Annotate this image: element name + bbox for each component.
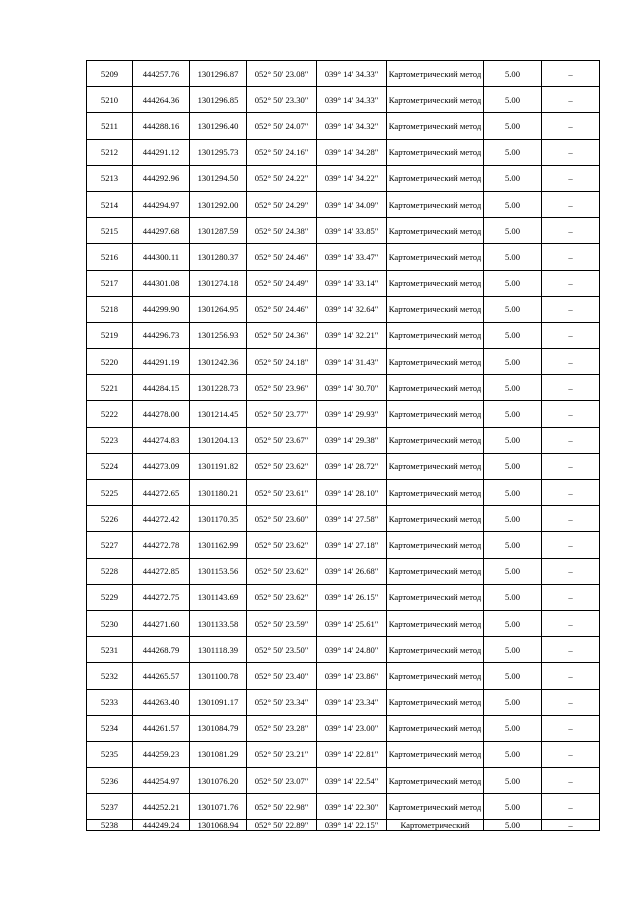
table-row — [87, 480, 600, 506]
latitude-cell: 052° 50' 23.30" — [247, 87, 317, 113]
latitude-cell: 052° 50' 22.89" — [247, 820, 317, 831]
longitude-cell: 039° 14' 33.47" — [317, 244, 387, 270]
method-cell: Картометрический метод — [387, 61, 484, 87]
point-number-cell: 5226 — [87, 506, 133, 532]
accuracy-cell: 5.00 — [484, 218, 542, 244]
x-coordinate-cell: 444284.15 — [133, 375, 190, 401]
note-cell: – — [542, 820, 600, 831]
method-cell: Картометрический метод — [387, 610, 484, 636]
table-row — [87, 349, 600, 375]
table-row — [87, 689, 600, 715]
y-coordinate-cell: 1301280.37 — [190, 244, 247, 270]
note-cell: – — [542, 689, 600, 715]
longitude-cell: 039° 14' 34.33" — [317, 87, 387, 113]
note-cell: – — [542, 532, 600, 558]
method-cell: Картометрический метод — [387, 270, 484, 296]
method-cell: Картометрический метод — [387, 794, 484, 820]
y-coordinate-cell: 1301068.94 — [190, 820, 247, 831]
latitude-cell: 052° 50' 23.28" — [247, 715, 317, 741]
latitude-cell: 052° 50' 23.62" — [247, 584, 317, 610]
latitude-cell: 052° 50' 22.98" — [247, 794, 317, 820]
x-coordinate-cell: 444300.11 — [133, 244, 190, 270]
accuracy-cell: 5.00 — [484, 820, 542, 831]
note-cell: – — [542, 322, 600, 348]
latitude-cell: 052° 50' 24.46" — [247, 296, 317, 322]
longitude-cell: 039° 14' 30.70" — [317, 375, 387, 401]
accuracy-cell: 5.00 — [484, 401, 542, 427]
note-cell: – — [542, 191, 600, 217]
table-row — [87, 270, 600, 296]
latitude-cell: 052° 50' 24.38" — [247, 218, 317, 244]
method-cell: Картометрический метод — [387, 165, 484, 191]
x-coordinate-cell: 444272.78 — [133, 532, 190, 558]
x-coordinate-cell: 444272.85 — [133, 558, 190, 584]
method-cell: Картометрический метод — [387, 349, 484, 375]
note-cell: – — [542, 113, 600, 139]
accuracy-cell: 5.00 — [484, 480, 542, 506]
x-coordinate-cell: 444271.60 — [133, 610, 190, 636]
point-number-cell: 5229 — [87, 584, 133, 610]
latitude-cell: 052° 50' 23.08" — [247, 61, 317, 87]
y-coordinate-cell: 1301191.82 — [190, 453, 247, 479]
note-cell: – — [542, 165, 600, 191]
table-row — [87, 532, 600, 558]
method-cell: Картометрический метод — [387, 296, 484, 322]
method-cell: Картометрический метод — [387, 558, 484, 584]
table-row — [87, 191, 600, 217]
y-coordinate-cell: 1301214.45 — [190, 401, 247, 427]
y-coordinate-cell: 1301100.78 — [190, 663, 247, 689]
longitude-cell: 039° 14' 23.00" — [317, 715, 387, 741]
point-number-cell: 5215 — [87, 218, 133, 244]
note-cell: – — [542, 270, 600, 296]
point-number-cell: 5220 — [87, 349, 133, 375]
accuracy-cell: 5.00 — [484, 663, 542, 689]
method-cell: Картометрический метод — [387, 322, 484, 348]
coordinates-table-body — [87, 61, 600, 831]
y-coordinate-cell: 1301084.79 — [190, 715, 247, 741]
note-cell: – — [542, 218, 600, 244]
point-number-cell: 5211 — [87, 113, 133, 139]
longitude-cell: 039° 14' 23.34" — [317, 689, 387, 715]
x-coordinate-cell: 444288.16 — [133, 113, 190, 139]
note-cell: – — [542, 375, 600, 401]
x-coordinate-cell: 444265.57 — [133, 663, 190, 689]
table-row — [87, 296, 600, 322]
point-number-cell: 5209 — [87, 61, 133, 87]
x-coordinate-cell: 444301.08 — [133, 270, 190, 296]
y-coordinate-cell: 1301133.58 — [190, 610, 247, 636]
longitude-cell: 039° 14' 32.21" — [317, 322, 387, 348]
method-cell: Картометрический метод — [387, 532, 484, 558]
x-coordinate-cell: 444272.42 — [133, 506, 190, 532]
table-row — [87, 401, 600, 427]
longitude-cell: 039° 14' 23.86" — [317, 663, 387, 689]
latitude-cell: 052° 50' 24.46" — [247, 244, 317, 270]
accuracy-cell: 5.00 — [484, 113, 542, 139]
latitude-cell: 052° 50' 24.16" — [247, 139, 317, 165]
y-coordinate-cell: 1301162.99 — [190, 532, 247, 558]
method-cell: Картометрический метод — [387, 191, 484, 217]
table-row — [87, 453, 600, 479]
point-number-cell: 5238 — [87, 820, 133, 831]
longitude-cell: 039° 14' 34.09" — [317, 191, 387, 217]
latitude-cell: 052° 50' 24.36" — [247, 322, 317, 348]
note-cell: – — [542, 768, 600, 794]
point-number-cell: 5216 — [87, 244, 133, 270]
latitude-cell: 052° 50' 23.61" — [247, 480, 317, 506]
x-coordinate-cell: 444259.23 — [133, 741, 190, 767]
note-cell: – — [542, 61, 600, 87]
y-coordinate-cell: 1301143.69 — [190, 584, 247, 610]
x-coordinate-cell: 444274.83 — [133, 427, 190, 453]
y-coordinate-cell: 1301204.13 — [190, 427, 247, 453]
accuracy-cell: 5.00 — [484, 532, 542, 558]
longitude-cell: 039° 14' 31.43" — [317, 349, 387, 375]
method-cell: Картометрический метод — [387, 401, 484, 427]
latitude-cell: 052° 50' 23.21" — [247, 741, 317, 767]
x-coordinate-cell: 444263.40 — [133, 689, 190, 715]
longitude-cell: 039° 14' 28.10" — [317, 480, 387, 506]
y-coordinate-cell: 1301296.85 — [190, 87, 247, 113]
y-coordinate-cell: 1301294.50 — [190, 165, 247, 191]
method-cell: Картометрический метод — [387, 139, 484, 165]
x-coordinate-cell: 444272.65 — [133, 480, 190, 506]
longitude-cell: 039° 14' 22.15" — [317, 820, 387, 831]
method-cell: Картометрический метод — [387, 637, 484, 663]
note-cell: – — [542, 139, 600, 165]
point-number-cell: 5231 — [87, 637, 133, 663]
method-cell: Картометрический метод — [387, 480, 484, 506]
table-row — [87, 322, 600, 348]
point-number-cell: 5223 — [87, 427, 133, 453]
longitude-cell: 039° 14' 22.81" — [317, 741, 387, 767]
y-coordinate-cell: 1301081.29 — [190, 741, 247, 767]
method-cell: Картометрический метод — [387, 453, 484, 479]
latitude-cell: 052° 50' 23.40" — [247, 663, 317, 689]
x-coordinate-cell: 444272.75 — [133, 584, 190, 610]
table-row — [87, 375, 600, 401]
y-coordinate-cell: 1301287.59 — [190, 218, 247, 244]
longitude-cell: 039° 14' 25.61" — [317, 610, 387, 636]
longitude-cell: 039° 14' 34.32" — [317, 113, 387, 139]
latitude-cell: 052° 50' 23.62" — [247, 532, 317, 558]
note-cell: – — [542, 715, 600, 741]
table-row — [87, 427, 600, 453]
note-cell: – — [542, 506, 600, 532]
accuracy-cell: 5.00 — [484, 375, 542, 401]
table-row — [87, 741, 600, 767]
latitude-cell: 052° 50' 23.60" — [247, 506, 317, 532]
note-cell: – — [542, 794, 600, 820]
latitude-cell: 052° 50' 23.77" — [247, 401, 317, 427]
accuracy-cell: 5.00 — [484, 689, 542, 715]
method-cell: Картометрический метод — [387, 584, 484, 610]
latitude-cell: 052° 50' 23.62" — [247, 453, 317, 479]
y-coordinate-cell: 1301170.35 — [190, 506, 247, 532]
y-coordinate-cell: 1301076.20 — [190, 768, 247, 794]
latitude-cell: 052° 50' 23.59" — [247, 610, 317, 636]
accuracy-cell: 5.00 — [484, 558, 542, 584]
longitude-cell: 039° 14' 29.38" — [317, 427, 387, 453]
y-coordinate-cell: 1301256.93 — [190, 322, 247, 348]
table-row — [87, 244, 600, 270]
note-cell: – — [542, 349, 600, 375]
table-row — [87, 506, 600, 532]
note-cell: – — [542, 610, 600, 636]
accuracy-cell: 5.00 — [484, 637, 542, 663]
longitude-cell: 039° 14' 34.33" — [317, 61, 387, 87]
point-number-cell: 5222 — [87, 401, 133, 427]
note-cell: – — [542, 453, 600, 479]
accuracy-cell: 5.00 — [484, 61, 542, 87]
latitude-cell: 052° 50' 24.49" — [247, 270, 317, 296]
table-row — [87, 558, 600, 584]
point-number-cell: 5232 — [87, 663, 133, 689]
coordinates-table — [86, 60, 600, 831]
y-coordinate-cell: 1301292.00 — [190, 191, 247, 217]
x-coordinate-cell: 444261.57 — [133, 715, 190, 741]
point-number-cell: 5219 — [87, 322, 133, 348]
accuracy-cell: 5.00 — [484, 270, 542, 296]
longitude-cell: 039° 14' 22.30" — [317, 794, 387, 820]
accuracy-cell: 5.00 — [484, 610, 542, 636]
accuracy-cell: 5.00 — [484, 715, 542, 741]
table-row — [87, 610, 600, 636]
note-cell: – — [542, 741, 600, 767]
method-cell: Картометрический метод — [387, 689, 484, 715]
table-row — [87, 61, 600, 87]
method-cell: Картометрический метод — [387, 768, 484, 794]
y-coordinate-cell: 1301228.73 — [190, 375, 247, 401]
point-number-cell: 5235 — [87, 741, 133, 767]
table-row — [87, 794, 600, 820]
longitude-cell: 039° 14' 27.58" — [317, 506, 387, 532]
point-number-cell: 5218 — [87, 296, 133, 322]
y-coordinate-cell: 1301118.39 — [190, 637, 247, 663]
point-number-cell: 5237 — [87, 794, 133, 820]
table-row — [87, 139, 600, 165]
latitude-cell: 052° 50' 24.18" — [247, 349, 317, 375]
x-coordinate-cell: 444264.36 — [133, 87, 190, 113]
note-cell: – — [542, 244, 600, 270]
point-number-cell: 5212 — [87, 139, 133, 165]
method-cell: Картометрический метод — [387, 87, 484, 113]
y-coordinate-cell: 1301296.40 — [190, 113, 247, 139]
method-cell: Картометрический метод — [387, 741, 484, 767]
method-cell: Картометрический — [387, 820, 484, 831]
point-number-cell: 5228 — [87, 558, 133, 584]
accuracy-cell: 5.00 — [484, 139, 542, 165]
method-cell: Картометрический метод — [387, 218, 484, 244]
x-coordinate-cell: 444278.00 — [133, 401, 190, 427]
note-cell: – — [542, 401, 600, 427]
latitude-cell: 052° 50' 23.96" — [247, 375, 317, 401]
accuracy-cell: 5.00 — [484, 244, 542, 270]
longitude-cell: 039° 14' 34.22" — [317, 165, 387, 191]
point-number-cell: 5234 — [87, 715, 133, 741]
x-coordinate-cell: 444299.90 — [133, 296, 190, 322]
x-coordinate-cell: 444291.12 — [133, 139, 190, 165]
longitude-cell: 039° 14' 26.68" — [317, 558, 387, 584]
longitude-cell: 039° 14' 34.28" — [317, 139, 387, 165]
longitude-cell: 039° 14' 29.93" — [317, 401, 387, 427]
note-cell: – — [542, 427, 600, 453]
longitude-cell: 039° 14' 32.64" — [317, 296, 387, 322]
latitude-cell: 052° 50' 24.22" — [247, 165, 317, 191]
table-row — [87, 218, 600, 244]
note-cell: – — [542, 480, 600, 506]
table-row — [87, 820, 600, 831]
point-number-cell: 5213 — [87, 165, 133, 191]
accuracy-cell: 5.00 — [484, 768, 542, 794]
latitude-cell: 052° 50' 23.62" — [247, 558, 317, 584]
point-number-cell: 5221 — [87, 375, 133, 401]
point-number-cell: 5230 — [87, 610, 133, 636]
table-row — [87, 165, 600, 191]
note-cell: – — [542, 663, 600, 689]
x-coordinate-cell: 444291.19 — [133, 349, 190, 375]
latitude-cell: 052° 50' 23.50" — [247, 637, 317, 663]
method-cell: Картометрический метод — [387, 427, 484, 453]
point-number-cell: 5210 — [87, 87, 133, 113]
longitude-cell: 039° 14' 28.72" — [317, 453, 387, 479]
accuracy-cell: 5.00 — [484, 191, 542, 217]
point-number-cell: 5224 — [87, 453, 133, 479]
accuracy-cell: 5.00 — [484, 427, 542, 453]
accuracy-cell: 5.00 — [484, 741, 542, 767]
x-coordinate-cell: 444257.76 — [133, 61, 190, 87]
x-coordinate-cell: 444273.09 — [133, 453, 190, 479]
longitude-cell: 039° 14' 26.15" — [317, 584, 387, 610]
table-row — [87, 87, 600, 113]
note-cell: – — [542, 584, 600, 610]
latitude-cell: 052° 50' 24.07" — [247, 113, 317, 139]
point-number-cell: 5236 — [87, 768, 133, 794]
point-number-cell: 5233 — [87, 689, 133, 715]
y-coordinate-cell: 1301296.87 — [190, 61, 247, 87]
note-cell: – — [542, 558, 600, 584]
method-cell: Картометрический метод — [387, 663, 484, 689]
point-number-cell: 5225 — [87, 480, 133, 506]
latitude-cell: 052° 50' 23.67" — [247, 427, 317, 453]
y-coordinate-cell: 1301091.17 — [190, 689, 247, 715]
table-row — [87, 584, 600, 610]
y-coordinate-cell: 1301274.18 — [190, 270, 247, 296]
note-cell: – — [542, 87, 600, 113]
accuracy-cell: 5.00 — [484, 584, 542, 610]
x-coordinate-cell: 444297.68 — [133, 218, 190, 244]
table-row — [87, 715, 600, 741]
y-coordinate-cell: 1301295.73 — [190, 139, 247, 165]
x-coordinate-cell: 444292.96 — [133, 165, 190, 191]
table-row — [87, 637, 600, 663]
point-number-cell: 5217 — [87, 270, 133, 296]
table-row — [87, 663, 600, 689]
x-coordinate-cell: 444294.97 — [133, 191, 190, 217]
x-coordinate-cell: 444296.73 — [133, 322, 190, 348]
y-coordinate-cell: 1301180.21 — [190, 480, 247, 506]
accuracy-cell: 5.00 — [484, 296, 542, 322]
method-cell: Картометрический метод — [387, 113, 484, 139]
method-cell: Картометрический метод — [387, 506, 484, 532]
note-cell: – — [542, 637, 600, 663]
table-row — [87, 113, 600, 139]
longitude-cell: 039° 14' 33.85" — [317, 218, 387, 244]
longitude-cell: 039° 14' 27.18" — [317, 532, 387, 558]
latitude-cell: 052° 50' 24.29" — [247, 191, 317, 217]
x-coordinate-cell: 444268.79 — [133, 637, 190, 663]
longitude-cell: 039° 14' 22.54" — [317, 768, 387, 794]
note-cell: – — [542, 296, 600, 322]
latitude-cell: 052° 50' 23.07" — [247, 768, 317, 794]
x-coordinate-cell: 444249.24 — [133, 820, 190, 831]
method-cell: Картометрический метод — [387, 244, 484, 270]
method-cell: Картометрический метод — [387, 715, 484, 741]
accuracy-cell: 5.00 — [484, 794, 542, 820]
longitude-cell: 039° 14' 24.80" — [317, 637, 387, 663]
accuracy-cell: 5.00 — [484, 322, 542, 348]
point-number-cell: 5214 — [87, 191, 133, 217]
accuracy-cell: 5.00 — [484, 349, 542, 375]
y-coordinate-cell: 1301264.95 — [190, 296, 247, 322]
y-coordinate-cell: 1301153.56 — [190, 558, 247, 584]
accuracy-cell: 5.00 — [484, 506, 542, 532]
accuracy-cell: 5.00 — [484, 87, 542, 113]
accuracy-cell: 5.00 — [484, 165, 542, 191]
x-coordinate-cell: 444254.97 — [133, 768, 190, 794]
y-coordinate-cell: 1301071.76 — [190, 794, 247, 820]
latitude-cell: 052° 50' 23.34" — [247, 689, 317, 715]
point-number-cell: 5227 — [87, 532, 133, 558]
longitude-cell: 039° 14' 33.14" — [317, 270, 387, 296]
method-cell: Картометрический метод — [387, 375, 484, 401]
y-coordinate-cell: 1301242.36 — [190, 349, 247, 375]
accuracy-cell: 5.00 — [484, 453, 542, 479]
table-row — [87, 768, 600, 794]
x-coordinate-cell: 444252.21 — [133, 794, 190, 820]
